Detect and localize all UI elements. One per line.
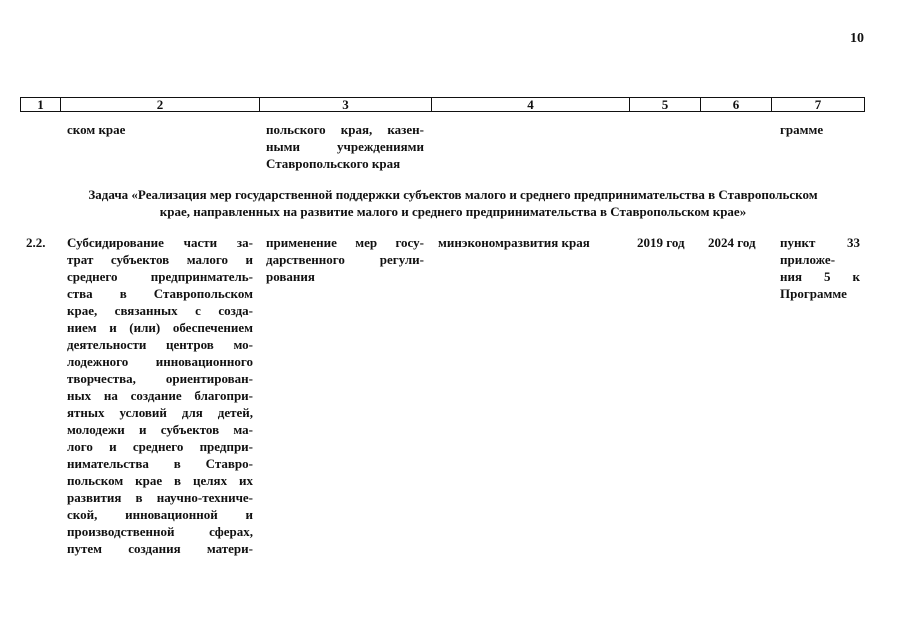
continuation-col7: грамме [780, 122, 824, 137]
task-heading-line: крае, направленных на развитие малого и среднего предпринимательства в Ставропольском крае» [159, 204, 747, 219]
row-description-line: Субсидирование части за- [67, 235, 253, 250]
column-header-6: 6 [701, 98, 772, 111]
row-description-line: творчества, ориентирован- [67, 371, 253, 386]
row-reference-line: Программе [780, 286, 847, 301]
row-reference-line: ния 5 к [780, 269, 860, 284]
row-reference-line: приложе- [780, 252, 836, 267]
continuation-col3-line: Ставропольского края [266, 156, 401, 171]
row-description-line: крае, связанных с созда- [67, 303, 253, 318]
row-description-line: производственной сферах, [67, 524, 253, 539]
row-start-year: 2019 год [637, 235, 685, 250]
row-reference [780, 234, 860, 302]
row-description-line: лодежного инновационного [67, 354, 253, 369]
row-responsible: минэкономразвития края [438, 235, 590, 250]
task-heading [34, 186, 872, 220]
column-header-2: 2 [61, 98, 260, 111]
row-description-line: путем создания матери- [67, 541, 253, 556]
column-header-1: 1 [21, 98, 61, 111]
column-header-4: 4 [432, 98, 630, 111]
row-description-line: деятельности центров мо- [67, 337, 253, 352]
row-description-line: ятных условий для детей, [67, 405, 253, 420]
row-reference-line: пункт 33 [780, 235, 860, 250]
column-header-row [20, 97, 865, 112]
row-description-line: ской, инновационной и [67, 507, 253, 522]
row-measure-line: применение мер госу- [266, 235, 424, 250]
row-description-line: нием и (или) обеспечением [67, 320, 253, 335]
row-description-line: трат субъектов малого и [67, 252, 253, 267]
row-number: 2.2. [26, 235, 46, 250]
row-description-line: нимательства в Ставро- [67, 456, 253, 471]
continuation-col3-line: польского края, казен- [266, 122, 424, 137]
row-description-line: развития в научно-техниче- [67, 490, 253, 505]
row-description-line: среднего предпринматель- [67, 269, 253, 284]
continuation-col3-line: ными учреждениями [266, 139, 424, 154]
row-description [67, 234, 253, 557]
row-description-line: польском крае в целях их [67, 473, 253, 488]
row-description-line: ства в Ставропольском [67, 286, 253, 301]
row-description-line: лого и среднего предпри- [67, 439, 253, 454]
task-heading-line: Задача «Реализация мер государственной поддержки субъектов малого и среднего предпринимательства в Ставропольском [88, 187, 818, 202]
continuation-col3 [266, 121, 424, 172]
row-measure-line: рования [266, 269, 315, 284]
row-end-year: 2024 год [708, 235, 756, 250]
row-measure [266, 234, 424, 285]
row-description-line: молодежи и субъектов ма- [67, 422, 253, 437]
page-number: 10 [850, 31, 864, 46]
column-header-5: 5 [630, 98, 701, 111]
row-measure-line: дарственного регули- [266, 252, 424, 267]
column-header-3: 3 [260, 98, 432, 111]
continuation-col2: ском крае [67, 122, 126, 137]
column-header-7: 7 [814, 97, 822, 112]
row-description-line: ных на создание благопри- [67, 388, 253, 403]
